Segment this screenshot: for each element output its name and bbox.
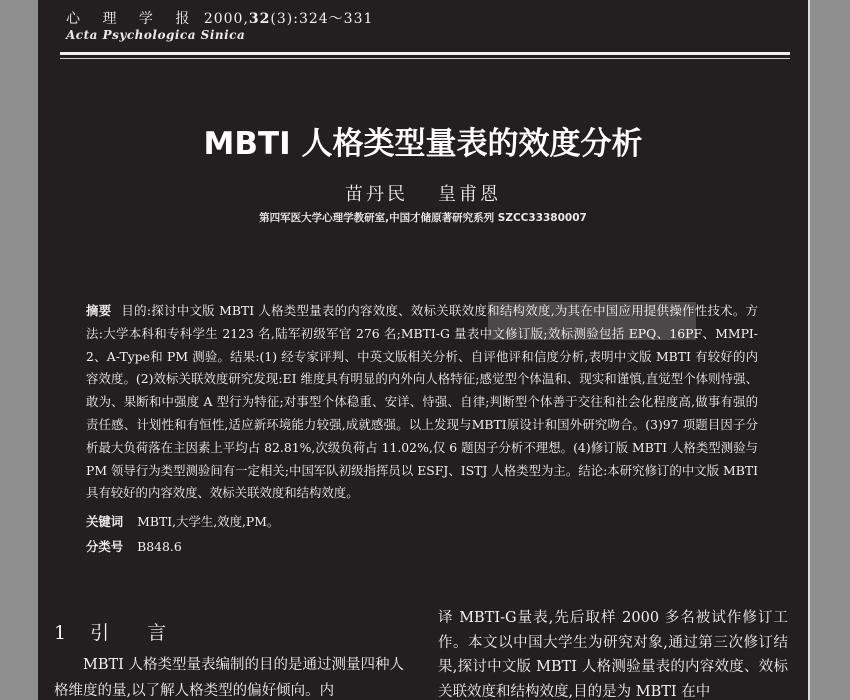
classification-label: 分类号	[86, 539, 124, 554]
abstract-text: 目的:探讨中文版 MBTI 人格类型量表的内容效度、效标关联效度和结构效度,为其在中国应用提供操作性技术。方法:大学本科和专科学生 2123 名,陆军初级军官 276 名;MBTI-G 量表中文修订版;效标测验包括 EPQ、16PF、MMPI-2、A-Type和 PM 测验。结果:(1) 经专家评判、中英文版相关分析、自评他评和信度分析,表明中文版 MBTI 有较好的内容效度。(2)效标关联效度研究发现:EI 维度具有明显的内外向人格特征;感觉型个体温和、现实和谨慎,直觉型个体则恃强、敢为、果断和中强度 A 型行为特征;对事型个体稳重、安详、恃强、自律;判断型个体善于交往和社会化程度高,做事有强的责任感、计划性和有恒性,适应新环境能力较强,成就感强。以上发现与MBTI原设计和国外研究吻合。(3)97 项题目因子分析最大负荷落在主因素上平均占 82.81%,次级负荷占 11.02%,仅 6 题因子分析不理想。(4)修订版 MBTI 人格类型测验与 PM 领导行为类型测验间有一定相关;中国军队初级指挥员以 ESFJ、ISTJ 人格类型为主。结论:本研究修订的中文版 MBTI 具有较好的内容效度、效标关联效度和结构效度。	[86, 303, 758, 501]
section-title: 引 言	[90, 622, 183, 644]
header-rule-thick	[60, 52, 790, 55]
classification	[86, 537, 758, 555]
journal-issue-pages: (3):324～331	[270, 11, 374, 27]
author-list	[38, 180, 808, 206]
viewer-scrollbar-track[interactable]	[808, 0, 810, 700]
header-rule-thin	[60, 58, 790, 59]
keywords-label: 关键词	[86, 514, 124, 529]
section-heading	[54, 618, 182, 645]
journal-volume: 32	[248, 11, 271, 27]
author-name: 皇甫恩	[438, 184, 501, 205]
abstract	[86, 300, 758, 505]
journal-cn-name: 心 理 学 报	[66, 11, 199, 27]
paper-title: MBTI 人格类型量表的效度分析	[203, 126, 643, 162]
classification-text: B848.6	[137, 539, 182, 554]
document-page	[38, 0, 808, 700]
body-column-left: MBTI 人格类型量表编制的目的是通过测量四种人格维度的量,以了解人格类型的偏好倾向。内	[54, 657, 405, 699]
section-number: 1	[54, 622, 67, 644]
journal-year: 2000,	[203, 11, 249, 27]
journal-header	[66, 8, 373, 28]
affiliation: 第四军医大学心理学教研室,中国才储原著研究系列 SZCC33380007	[259, 212, 587, 224]
body-column-right: 译 MBTI-G量表,先后取样 2000 多名被试作修订工作。本文以中国大学生为研究对象,通过第三次修订结果,探讨中文版 MBTI 人格测验量表的内容效度、效标关联效度和结构效度,目的是为 MBTI 在中	[438, 610, 788, 700]
viewer-background-left	[0, 0, 38, 700]
abstract-label: 摘要	[86, 303, 112, 318]
keywords	[86, 512, 758, 530]
viewer-background-right	[808, 0, 850, 700]
journal-en-name: Acta Psychologica Sinica	[66, 28, 246, 42]
keywords-text: MBTI,大学生,效度,PM。	[137, 514, 280, 529]
author-name: 苗丹民	[345, 184, 408, 205]
